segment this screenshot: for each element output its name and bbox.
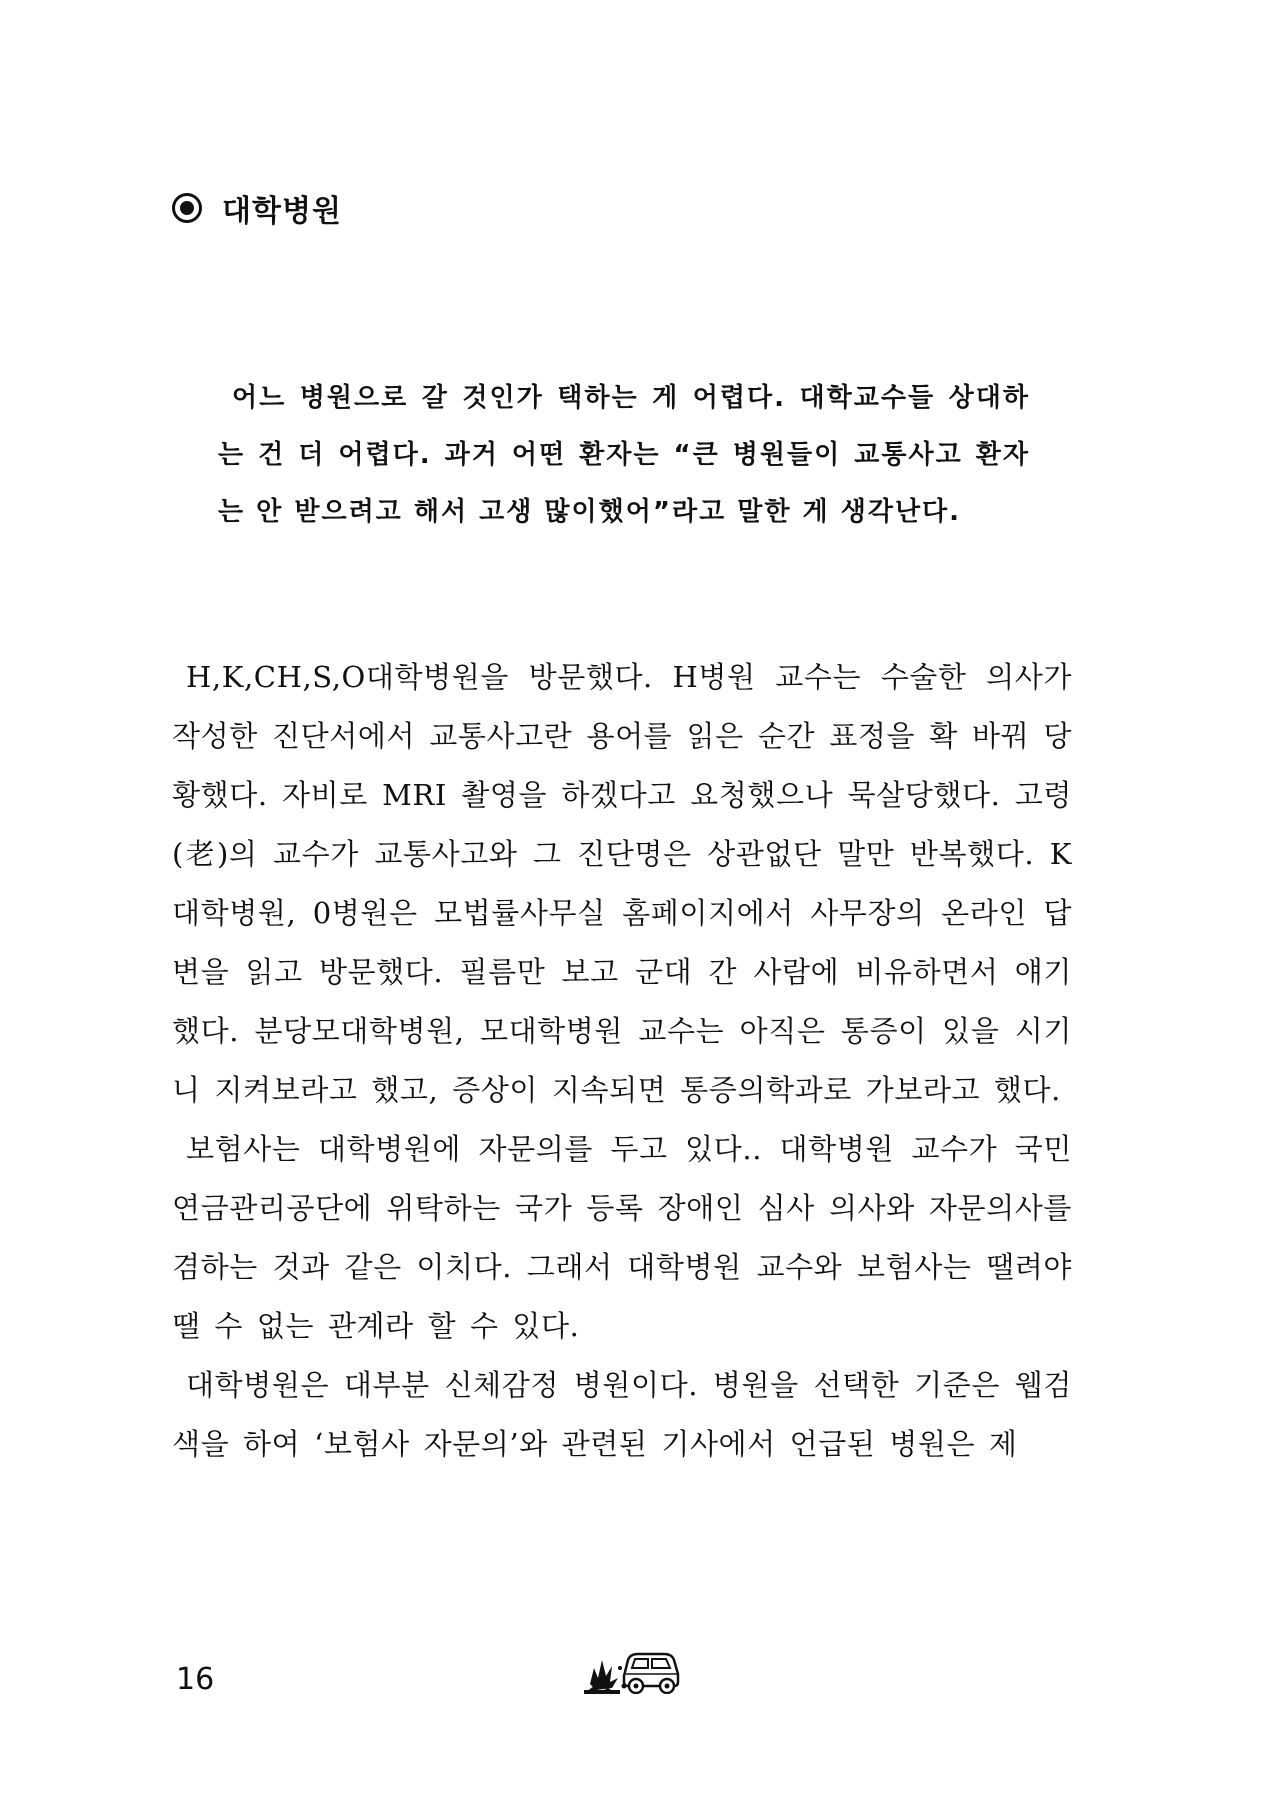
body-paragraph-3: 대학병원은 대부분 신체감정 병원이다. 병원을 선택한 기준은 웹검색을 하여 ‘보험사 자문의’와 관련된 기사에서 언급된 병원은 제	[172, 1368, 1072, 1461]
car-crash-icon	[584, 1638, 684, 1694]
body-paragraph-1: H,K,CH,S,O대학병원을 방문했다. H병원 교수는 수술한 의사가 작성한 진단서에서 교통사고란 용어를 읽은 순간 표정을 확 바꿔 당황했다. 자비로 MRI 촬영을 하겠다고 요청했으나 묵살당했다. 고령(老)의 교수가 교통사고와 그 진단명은 상관없단 말만 반복했다. K대학병원, 0병원은 모법률사무실 홈페이지에서 사무장의 온라인 답변을 읽고 방문했다. 필름만 보고 군대 간 사람에 비유하면서 얘기했다. 분당모대학병원, 모대학병원 교수는 아직은 통증이 있을 시기니 지켜보라고 했고, 증상이 지속되면 통증의학과로 가보라고 했다.	[172, 660, 1072, 1107]
page-number: 16	[176, 1662, 215, 1697]
circled-bullet-icon	[172, 193, 202, 223]
body-paragraph-2: 보험사는 대학병원에 자문의를 두고 있다.. 대학병원 교수가 국민연금관리공단에 위탁하는 국가 등록 장애인 심사 의사와 자문의사를 겸하는 것과 같은 이치다. 그래서 대학병원 교수와 보험사는 땔려야 땔 수 없는 관계라 할 수 있다.	[172, 1132, 1072, 1343]
section-heading	[172, 186, 342, 230]
intro-quote	[218, 370, 1030, 541]
body-text	[172, 648, 1072, 1474]
section-title: 대학병원	[222, 194, 342, 229]
intro-quote-text: 어느 병원으로 갈 것인가 택하는 게 어렵다. 대학교수들 상대하는 건 더 어렵다. 과거 어떤 환자는 “큰 병원들이 교통사고 환자는 안 받으려고 해서 고생 많이했어”라고 말한 게 생각난다.	[218, 383, 1030, 527]
